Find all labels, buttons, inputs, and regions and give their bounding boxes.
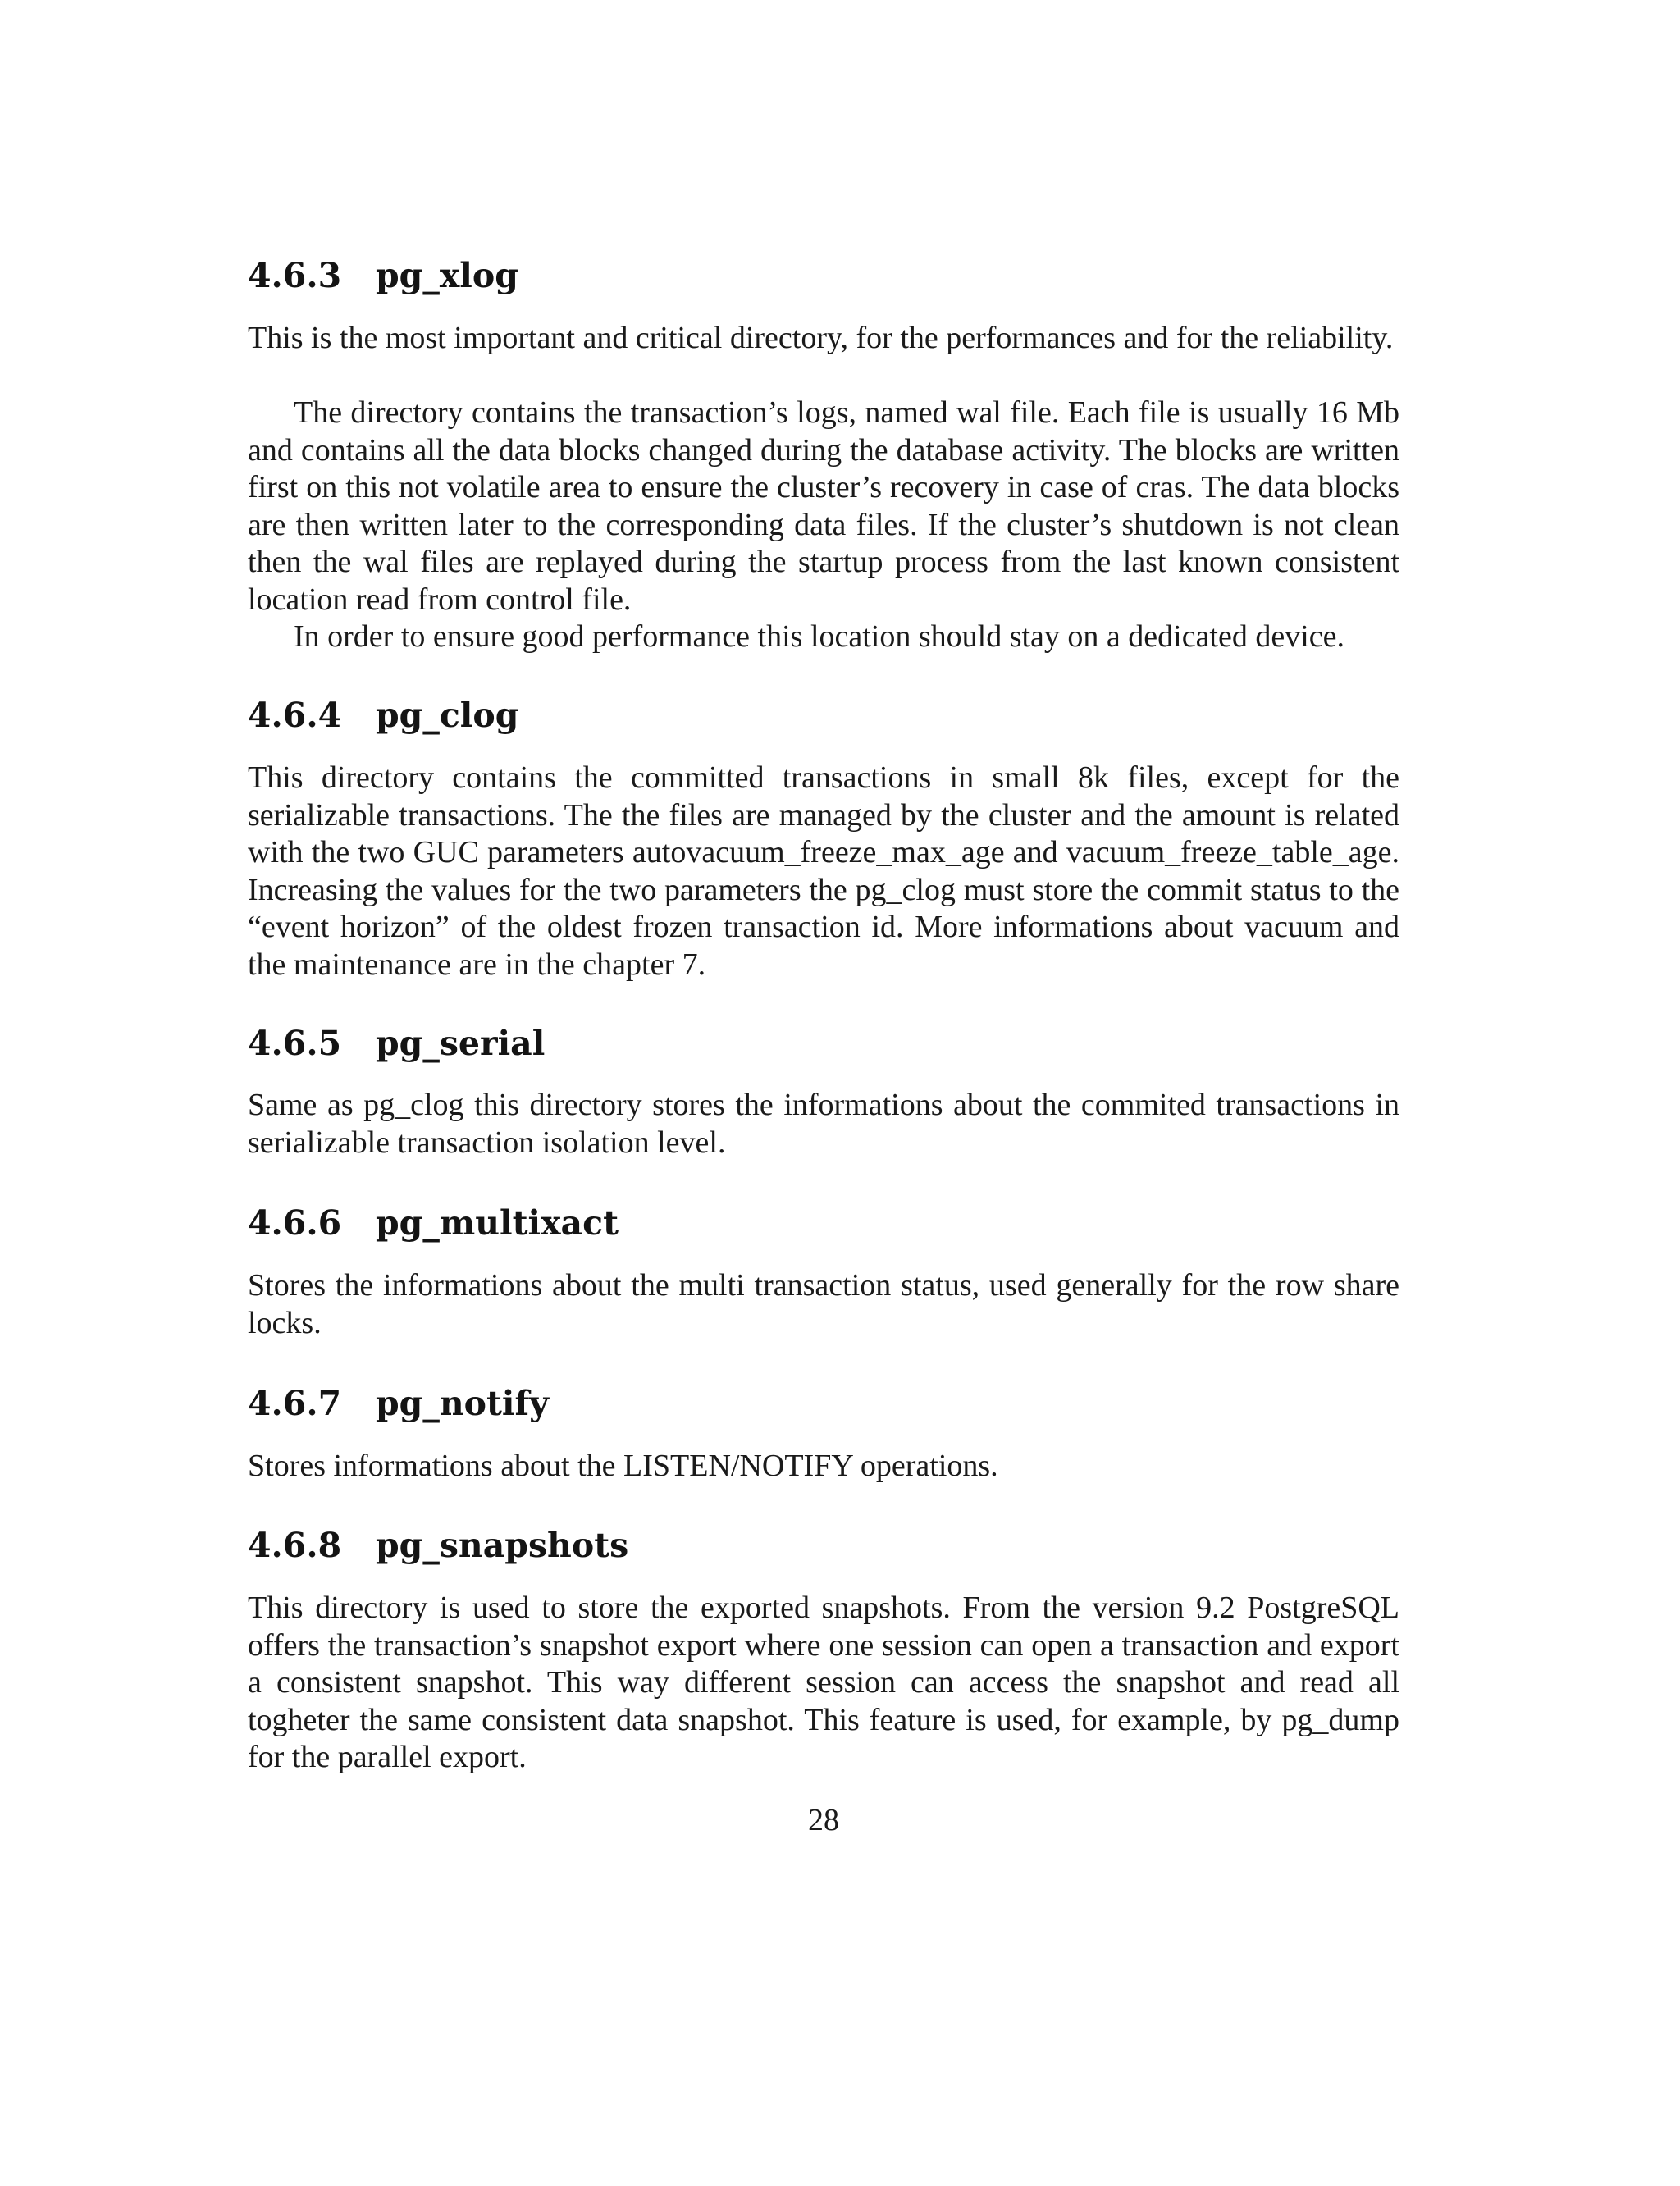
section-number: 4.6.8 xyxy=(248,1526,342,1565)
page-number: 28 xyxy=(808,1803,839,1837)
paragraph: The directory contains the transaction’s logs, named wal file. Each file is usually 16 Mb and contains all the data blocks changed during the database activity. The blocks are written first on this not volatile area to ensure the cluster’s recovery in case of cras. The data blocks are then written later to the corresponding data files. If the cluster’s shutdown is not clean then the wal files are replayed during the startup process from the last known consistent location read from control file. xyxy=(248,395,1399,617)
paragraph: In order to ensure good performance this location should stay on a dedicated device. xyxy=(294,619,1345,654)
section-number: 4.6.7 xyxy=(248,1384,342,1423)
paragraph: This directory contains the committed transactions in small 8k files, except for the serializable transactions. The the files are managed by the cluster and the amount is related with the two GUC parameters autovacuum_freeze_max_age and vacuum_freeze_table_age. Increasing the values for the two parameters the pg_clog must store the commit status to the “event horizon” of the oldest frozen transaction id. More informations about vacuum and the maintenance are in the chapter 7. xyxy=(248,760,1399,982)
section-heading-pg-clog xyxy=(248,694,518,737)
paragraph: Stores the informations about the multi transaction status, used generally for the row share locks. xyxy=(248,1268,1399,1340)
section-title: pg_snapshots xyxy=(376,1526,629,1565)
section-title: pg_serial xyxy=(376,1024,546,1063)
section-number: 4.6.5 xyxy=(248,1024,342,1063)
section-number: 4.6.3 xyxy=(248,256,342,295)
section-heading-pg-snapshots xyxy=(248,1524,628,1567)
section-heading-pg-serial xyxy=(248,1022,545,1065)
section-title: pg_clog xyxy=(376,696,519,735)
section-number: 4.6.6 xyxy=(248,1203,342,1243)
paragraph: This is the most important and critical directory, for the performances and for the reliability. xyxy=(248,321,1394,355)
section-title: pg_notify xyxy=(376,1384,549,1423)
section-heading-pg-notify xyxy=(248,1382,549,1425)
section-heading-pg-xlog xyxy=(248,254,518,297)
paragraph: This directory is used to store the exported snapshots. From the version 9.2 PostgreSQL offers the transaction’s snapshot export where one session can open a transaction and export a consistent snapshot. This way different session can access the snapshot and read all togheter the same consistent data snapshot. This feature is used, for example, by pg_dump for the parallel export. xyxy=(248,1590,1399,1774)
document-page xyxy=(248,0,1399,2186)
paragraph: Same as pg_clog this directory stores the informations about the commited transactions in serializable transaction isolation level. xyxy=(248,1088,1399,1160)
section-number: 4.6.4 xyxy=(248,696,342,735)
paragraph: Stores informations about the LISTEN/NOTIFY operations. xyxy=(248,1449,998,1483)
section-title: pg_multixact xyxy=(376,1203,619,1243)
section-title: pg_xlog xyxy=(376,256,518,295)
section-heading-pg-multixact xyxy=(248,1202,619,1244)
